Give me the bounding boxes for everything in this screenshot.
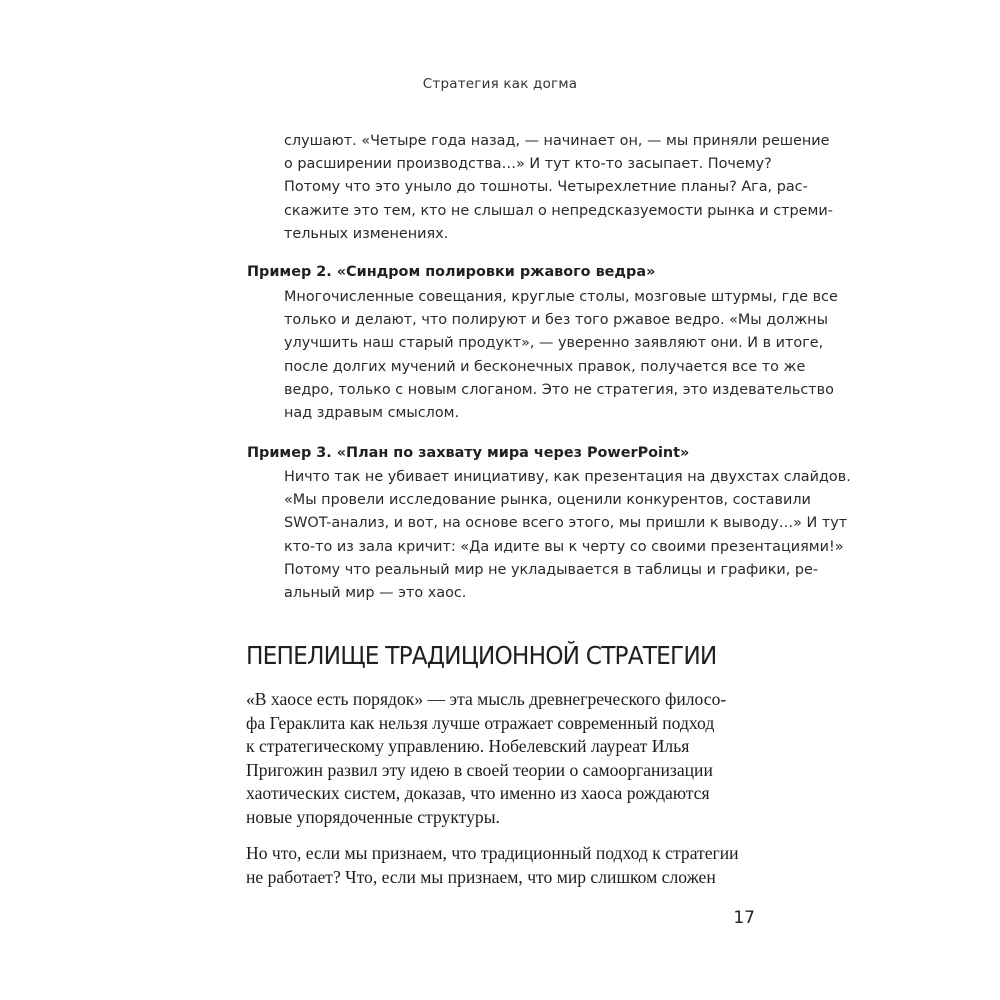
example-3-body bbox=[284, 466, 851, 605]
section-heading: ПЕПЕЛИЩЕ ТРАДИЦИОННОЙ СТРАТЕГИИ bbox=[246, 641, 717, 670]
text-line: после долгих мучений и бесконечных правок, получается все то же bbox=[284, 358, 806, 375]
text-line: кто-то из зала кричит: «Да идите вы к черту со своими презентациями!» bbox=[284, 538, 844, 555]
text-line: SWOT-анализ, и вот, на основе всего этого, мы пришли к выводу…» И тут bbox=[284, 515, 848, 532]
text-line: тельных изменениях. bbox=[284, 225, 449, 242]
example-2-body bbox=[284, 286, 838, 425]
running-head: Стратегия как догма bbox=[422, 76, 578, 92]
text-line: о расширении производства…» И тут кто-то засыпает. Почему? bbox=[284, 156, 772, 173]
text-line: над здравым смыслом. bbox=[284, 405, 460, 422]
text-line: «Мы провели исследование рынка, оценили конкурентов, составили bbox=[284, 492, 811, 509]
text-line: Многочисленные совещания, круглые столы, мозговые штурмы, где все bbox=[284, 289, 838, 305]
text-line: хаотических систем, доказав, что именно из хаоса рождаются bbox=[246, 783, 710, 804]
text-line: альный мир — это хаос. bbox=[284, 585, 467, 602]
text-line: «В хаосе есть порядок» — эта мысль древнегреческого филосо- bbox=[246, 689, 727, 709]
text-line: новые упорядоченные структуры. bbox=[246, 806, 500, 827]
text-line: фа Гераклита как нельзя лучше отражает современный подход bbox=[246, 712, 715, 733]
text-line: скажите это тем, кто не слышал о непредсказуемости рынка и стреми- bbox=[284, 202, 833, 219]
intro-paragraph bbox=[284, 130, 833, 246]
text-line: ведро, только с новым слоганом. Это не стратегия, это издевательство bbox=[284, 381, 834, 398]
text-line: Но что, если мы признаем, что традиционный подход к стратегии bbox=[246, 843, 739, 863]
text-line: слушают. «Четыре года назад, — начинает он, — мы приняли решение bbox=[284, 133, 830, 149]
text-line: Потому что реальный мир не укладывается в таблицы и графики, ре- bbox=[284, 561, 819, 578]
page-number: 17 bbox=[733, 908, 755, 928]
text-line: улучшить наш старый продукт», — уверенно заявляют они. И в итоге, bbox=[284, 335, 824, 352]
body-paragraph-1 bbox=[246, 688, 766, 830]
text-line: Ничто так не убивает инициативу, как презентация на двухстах слайдов. bbox=[284, 469, 851, 485]
example-2-title: Пример 2. «Синдром полировки ржавого ведра» bbox=[247, 264, 656, 280]
example-3-title: Пример 3. «План по захвату мира через PowerPoint» bbox=[247, 445, 690, 461]
text-line: Потому что это уныло до тошноты. Четырехлетние планы? Ага, рас- bbox=[284, 179, 808, 196]
text-line: Пригожин развил эту идею в своей теории о самоорганизации bbox=[246, 759, 713, 780]
text-line: только и делают, что полируют и без того ржавое ведро. «Мы должны bbox=[284, 312, 828, 329]
text-line: к стратегическому управлению. Нобелевский лауреат Илья bbox=[246, 736, 690, 757]
body-paragraph-2 bbox=[246, 842, 766, 889]
text-line: не работает? Что, если мы признаем, что мир слишком сложен bbox=[246, 866, 716, 887]
